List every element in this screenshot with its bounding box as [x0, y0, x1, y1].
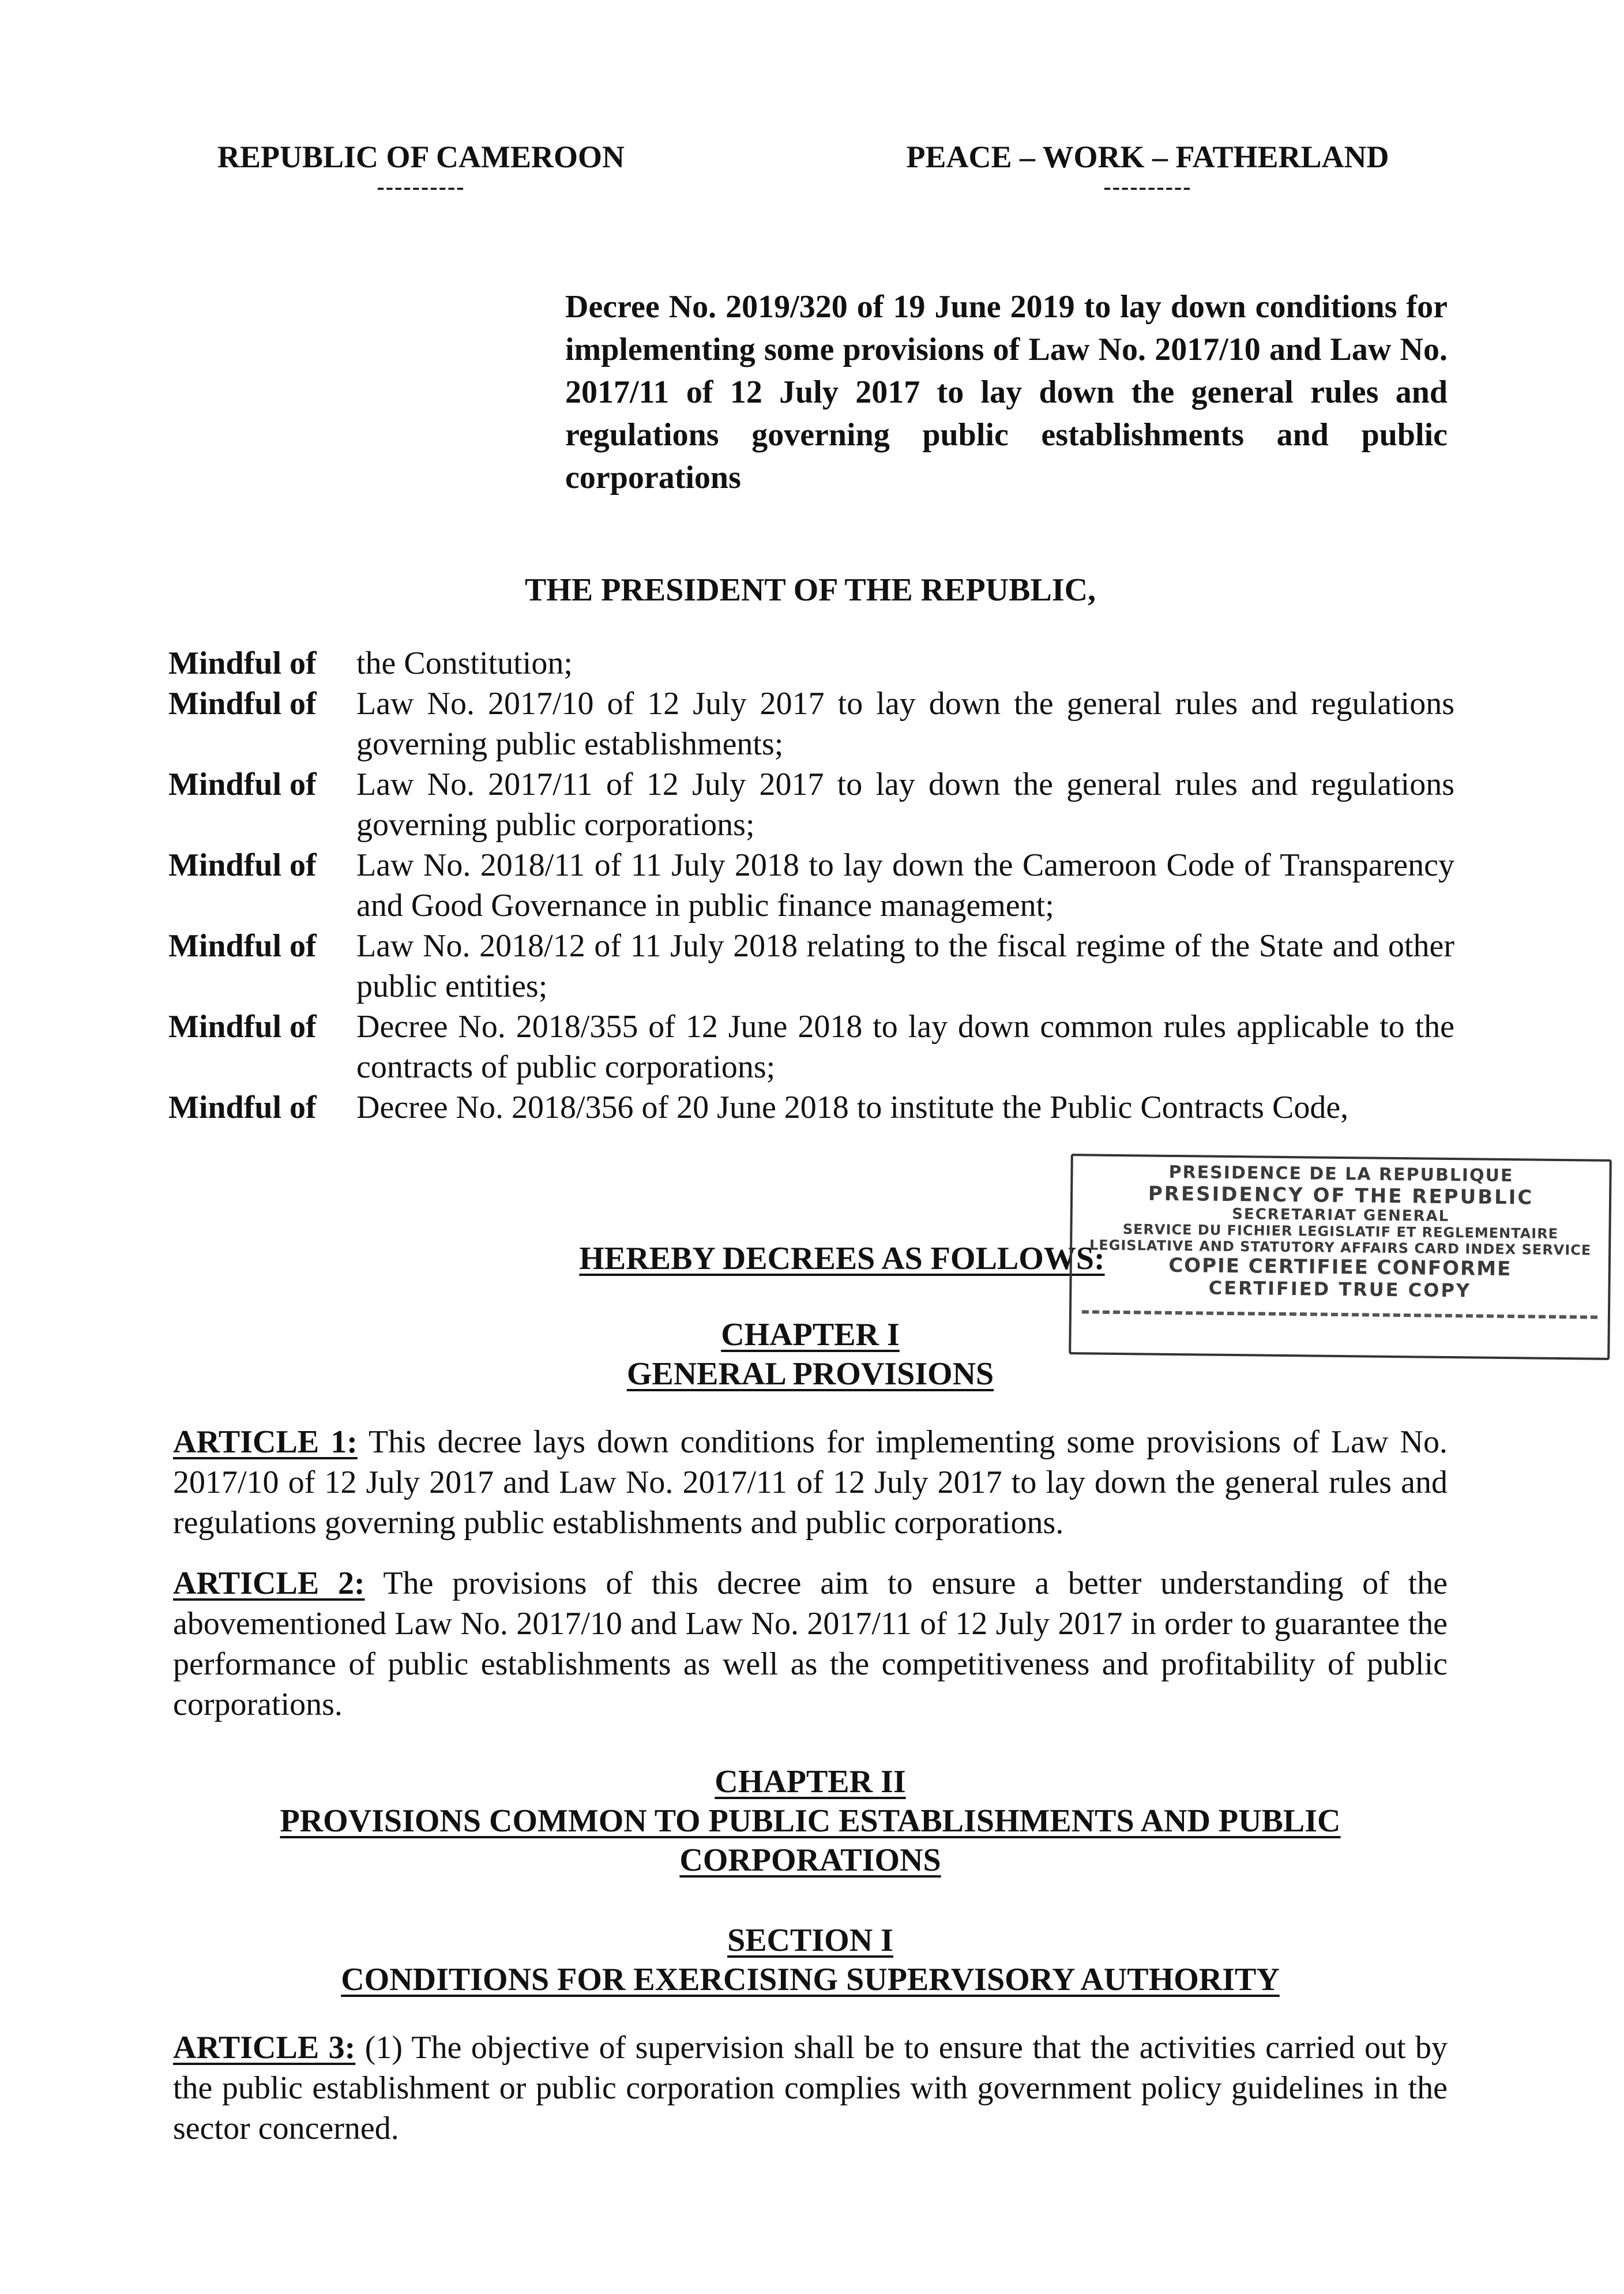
mindful-item [168, 643, 1454, 684]
article-3-label: ARTICLE 3: [173, 2030, 356, 2066]
article-2 [173, 1563, 1448, 1725]
header-left-dashes: ---------- [377, 174, 465, 200]
mindful-text: the Constitution; [356, 645, 573, 681]
decree-title: Decree No. 2019/320 of 19 June 2019 to lay down conditions for implementing some provisions of Law No. 2017/10 and Law No. 2017/11 of 12 July 2017 to lay down the general rules and regulations governing public establishments and public corporations [565, 289, 1448, 495]
mindful-item [168, 684, 1454, 764]
section-1-heading [173, 1921, 1448, 1999]
header-country [196, 138, 646, 198]
stamp-line: COPIE CERTIFIEE CONFORME [1168, 1253, 1512, 1281]
header-motto [877, 138, 1419, 198]
header-right-dashes: ---------- [1103, 174, 1192, 200]
stamp-line: CERTIFIED TRUE COPY [1208, 1276, 1472, 1302]
article-3-text: (1) The objective of supervision shall be to ensure that the activities carried out by the public establishment or public corporation complies with government policy guidelines in the sector concerned. [173, 2030, 1448, 2146]
section-1-subtitle: CONDITIONS FOR EXERCISING SUPERVISORY AUTHORITY [341, 1962, 1280, 1998]
mindful-item [168, 1087, 1454, 1128]
chapter-1-subtitle: GENERAL PROVISIONS [626, 1356, 994, 1392]
mindful-text: Law No. 2017/11 of 12 July 2017 to lay down the general rules and regulations governing public corporations; [356, 767, 1454, 843]
mindful-text: Law No. 2018/11 of 11 July 2018 to lay down the Cameroon Code of Transparency and Good Governance in public finance management; [356, 847, 1454, 923]
chapter-1-heading [173, 1315, 1448, 1394]
header-country-name: REPUBLIC OF CAMEROON [217, 140, 625, 174]
stamp-line: SERVICE DU FICHIER LEGISLATIF ET REGLEMENTAIRE [1122, 1221, 1559, 1242]
decrees-heading-text: HEREBY DECREES AS FOLLOWS: [579, 1241, 1105, 1276]
mindful-list [168, 643, 1454, 1128]
mindful-label: Mindful of [168, 1009, 317, 1045]
president-heading: THE PRESIDENT OF THE REPUBLIC, [524, 572, 1096, 608]
chapter-2-subtitle: PROVISIONS COMMON TO PUBLIC ESTABLISHMENTS AND PUBLIC CORPORATIONS [280, 1803, 1341, 1878]
stamp-line: PRESIDENCY OF THE REPUBLIC [1148, 1182, 1534, 1210]
chapter-2-title: CHAPTER II [715, 1764, 906, 1800]
section-1-title: SECTION I [727, 1923, 893, 1958]
article-1 [173, 1422, 1448, 1543]
article-3 [173, 2028, 1448, 2149]
mindful-text: Law No. 2018/12 of 11 July 2018 relating to the fiscal regime of the State and other public entities; [356, 928, 1454, 1004]
stamp-line: PRESIDENCE DE LA REPUBLIQUE [1168, 1162, 1514, 1187]
article-1-label: ARTICLE 1: [173, 1424, 358, 1460]
chapter-1-title: CHAPTER I [721, 1317, 900, 1353]
article-2-text: The provisions of this decree aim to ensure a better understanding of the abovementioned Law No. 2017/10 and Law No. 2017/11 of 12 July 2017 in order to guarantee the performance of public establishments as well as the competitiveness and profitability of public corporations. [173, 1565, 1448, 1722]
mindful-text: Decree No. 2018/355 of 12 June 2018 to lay down common rules applicable to the contracts of public corporations; [356, 1009, 1454, 1085]
mindful-label: Mindful of [168, 1090, 317, 1125]
mindful-item [168, 1007, 1454, 1087]
mindful-text: Law No. 2017/10 of 12 July 2017 to lay down the general rules and regulations governing public establishments; [356, 686, 1454, 762]
mindful-label: Mindful of [168, 767, 317, 802]
article-1-text: This decree lays down conditions for implementing some provisions of Law No. 2017/10 of 12 July 2017 and Law No. 2017/11 of 12 July 2017 to lay down the general rules and regulations governing public establishments and public corporations. [173, 1424, 1448, 1541]
mindful-label: Mindful of [168, 686, 317, 722]
mindful-item [168, 764, 1454, 845]
chapter-2-heading [173, 1762, 1448, 1880]
article-2-label: ARTICLE 2: [173, 1565, 365, 1601]
stamp-line: SECRETARIAT GENERAL [1232, 1205, 1450, 1225]
mindful-text: Decree No. 2018/356 of 20 June 2018 to institute the Public Contracts Code, [356, 1090, 1349, 1125]
mindful-label: Mindful of [168, 847, 317, 883]
mindful-label: Mindful of [168, 645, 317, 681]
header-motto-text: PEACE – WORK – FATHERLAND [906, 140, 1389, 174]
stamp-line: LEGISLATIVE AND STATUTORY AFFAIRS CARD INDEX SERVICE [1089, 1237, 1592, 1259]
mindful-item [168, 845, 1454, 926]
mindful-item [168, 926, 1454, 1007]
mindful-label: Mindful of [168, 928, 317, 964]
